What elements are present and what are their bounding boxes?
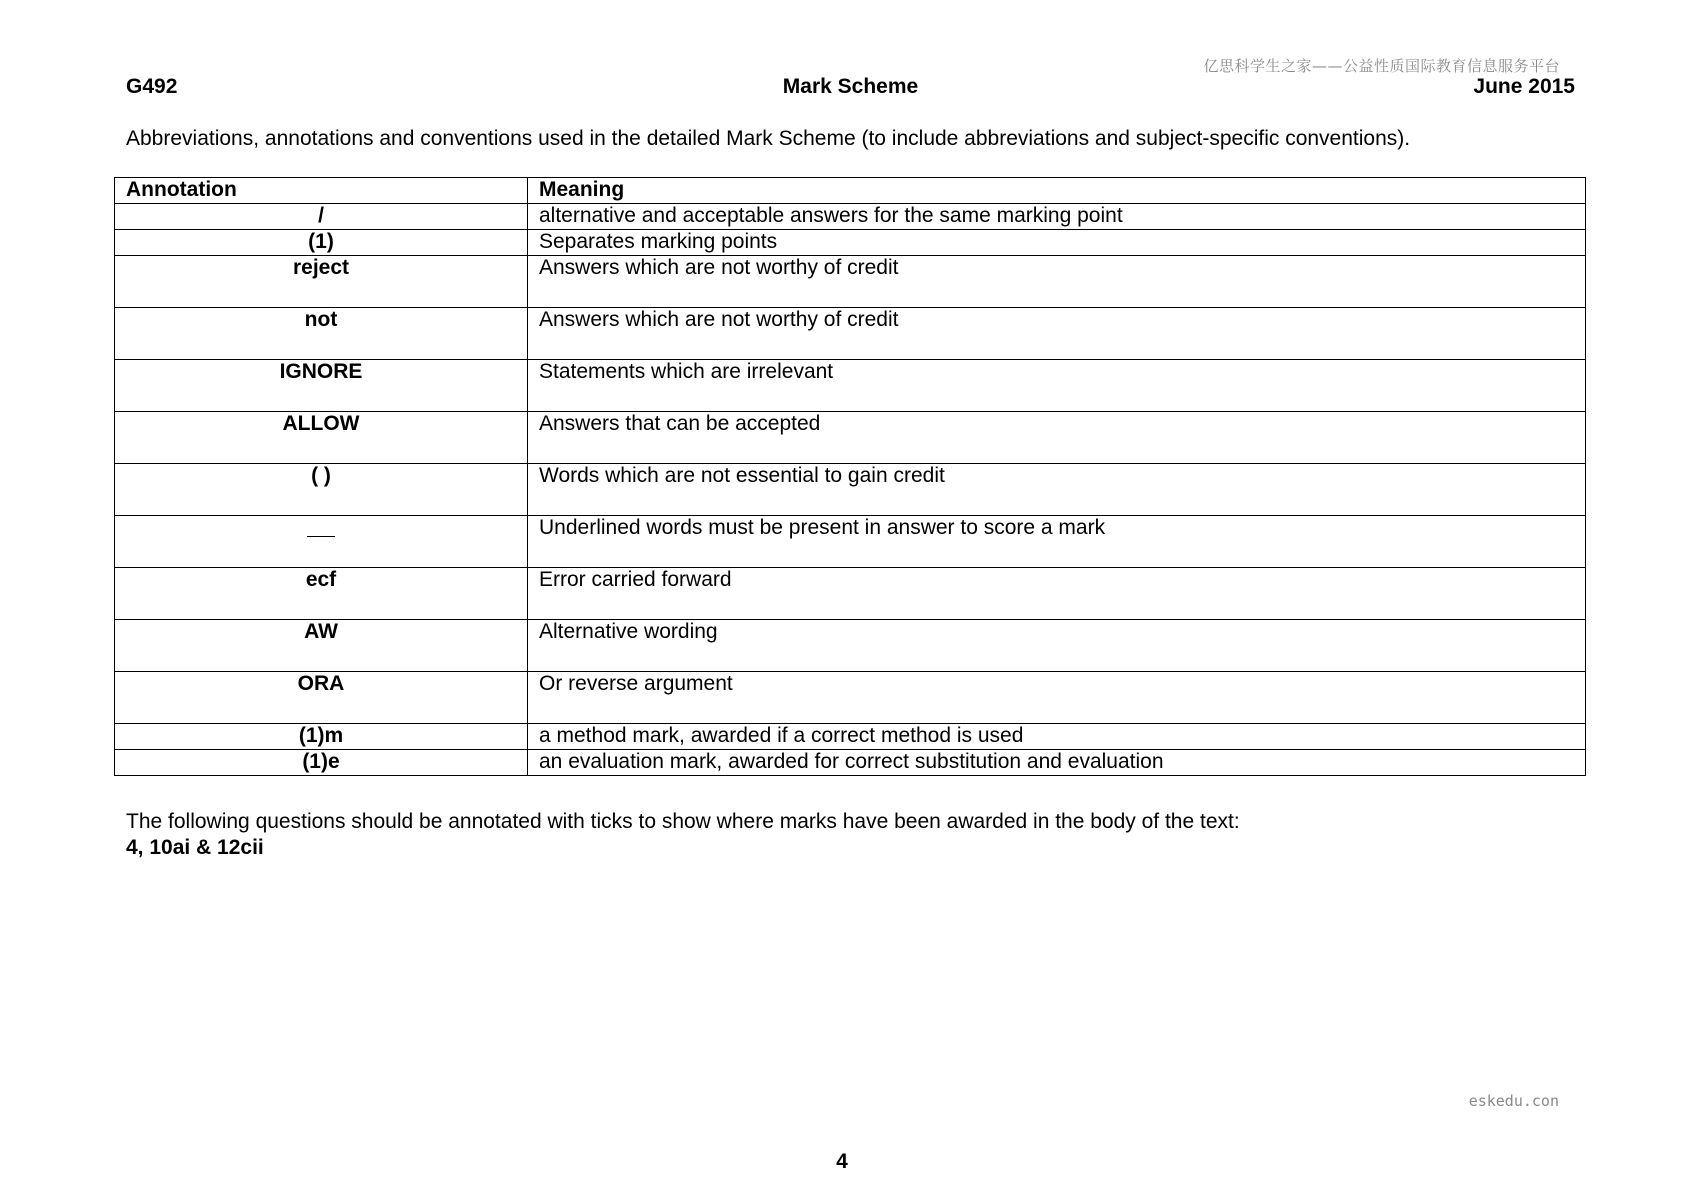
annotation-cell: ALLOW	[115, 412, 528, 464]
meaning-cell: an evaluation mark, awarded for correct substitution and evaluation	[528, 750, 1586, 776]
meaning-cell: Statements which are irrelevant	[528, 360, 1586, 412]
meaning-cell: Separates marking points	[528, 230, 1586, 256]
watermark-bottom: eskedu.con	[1468, 1092, 1559, 1110]
underline-mark	[307, 520, 335, 537]
page-title: Mark Scheme	[782, 75, 919, 98]
meaning-cell: Words which are not essential to gain credit	[528, 464, 1586, 516]
table-row	[115, 620, 1586, 672]
meaning-cell: Underlined words must be present in answer to score a mark	[528, 516, 1586, 568]
meaning-cell: Answers that can be accepted	[528, 412, 1586, 464]
footer-note-text: The following questions should be annotated with ticks to show where marks have been awarded in the body of the text:	[126, 810, 1240, 833]
table-row	[115, 464, 1586, 516]
annotation-cell	[115, 516, 528, 568]
annotation-cell: /	[115, 204, 528, 230]
intro-text: Abbreviations, annotations and conventions used in the detailed Mark Scheme (to include abbreviations and subject-specific conventions).	[126, 127, 1411, 150]
meaning-cell: Alternative wording	[528, 620, 1586, 672]
meaning-cell: alternative and acceptable answers for the same marking point	[528, 204, 1586, 230]
annotation-cell: ORA	[115, 672, 528, 724]
meaning-cell: Answers which are not worthy of credit	[528, 308, 1586, 360]
header-meaning: Meaning	[528, 178, 1586, 204]
table-row	[115, 360, 1586, 412]
annotation-cell: (1)	[115, 230, 528, 256]
table-row	[115, 412, 1586, 464]
annotation-cell: ( )	[115, 464, 528, 516]
table-row	[115, 516, 1586, 568]
annotation-cell: IGNORE	[115, 360, 528, 412]
table-row	[115, 256, 1586, 308]
annotation-cell: (1)e	[115, 750, 528, 776]
footer-note-questions: 4, 10ai & 12cii	[126, 836, 264, 859]
page-header	[126, 75, 1575, 103]
watermark-top: 亿思科学生之家——公益性质国际教育信息服务平台	[1203, 57, 1560, 75]
exam-date: June 2015	[1473, 75, 1575, 98]
annotations-table	[114, 177, 1586, 776]
meaning-cell: Or reverse argument	[528, 672, 1586, 724]
annotation-cell: AW	[115, 620, 528, 672]
table-row	[115, 230, 1586, 256]
table-row	[115, 204, 1586, 230]
meaning-cell: Error carried forward	[528, 568, 1586, 620]
page-number: 4	[836, 1150, 848, 1173]
table-row	[115, 724, 1586, 750]
table-row	[115, 308, 1586, 360]
annotation-cell: reject	[115, 256, 528, 308]
footer-note	[126, 809, 1240, 861]
header-annotation: Annotation	[115, 178, 528, 204]
table-header-row	[115, 178, 1586, 204]
table-row	[115, 672, 1586, 724]
table-row	[115, 568, 1586, 620]
annotation-cell: not	[115, 308, 528, 360]
table-row	[115, 750, 1586, 776]
annotation-cell: ecf	[115, 568, 528, 620]
meaning-cell: Answers which are not worthy of credit	[528, 256, 1586, 308]
paper-code: G492	[126, 75, 178, 98]
annotation-cell: (1)m	[115, 724, 528, 750]
meaning-cell: a method mark, awarded if a correct method is used	[528, 724, 1586, 750]
